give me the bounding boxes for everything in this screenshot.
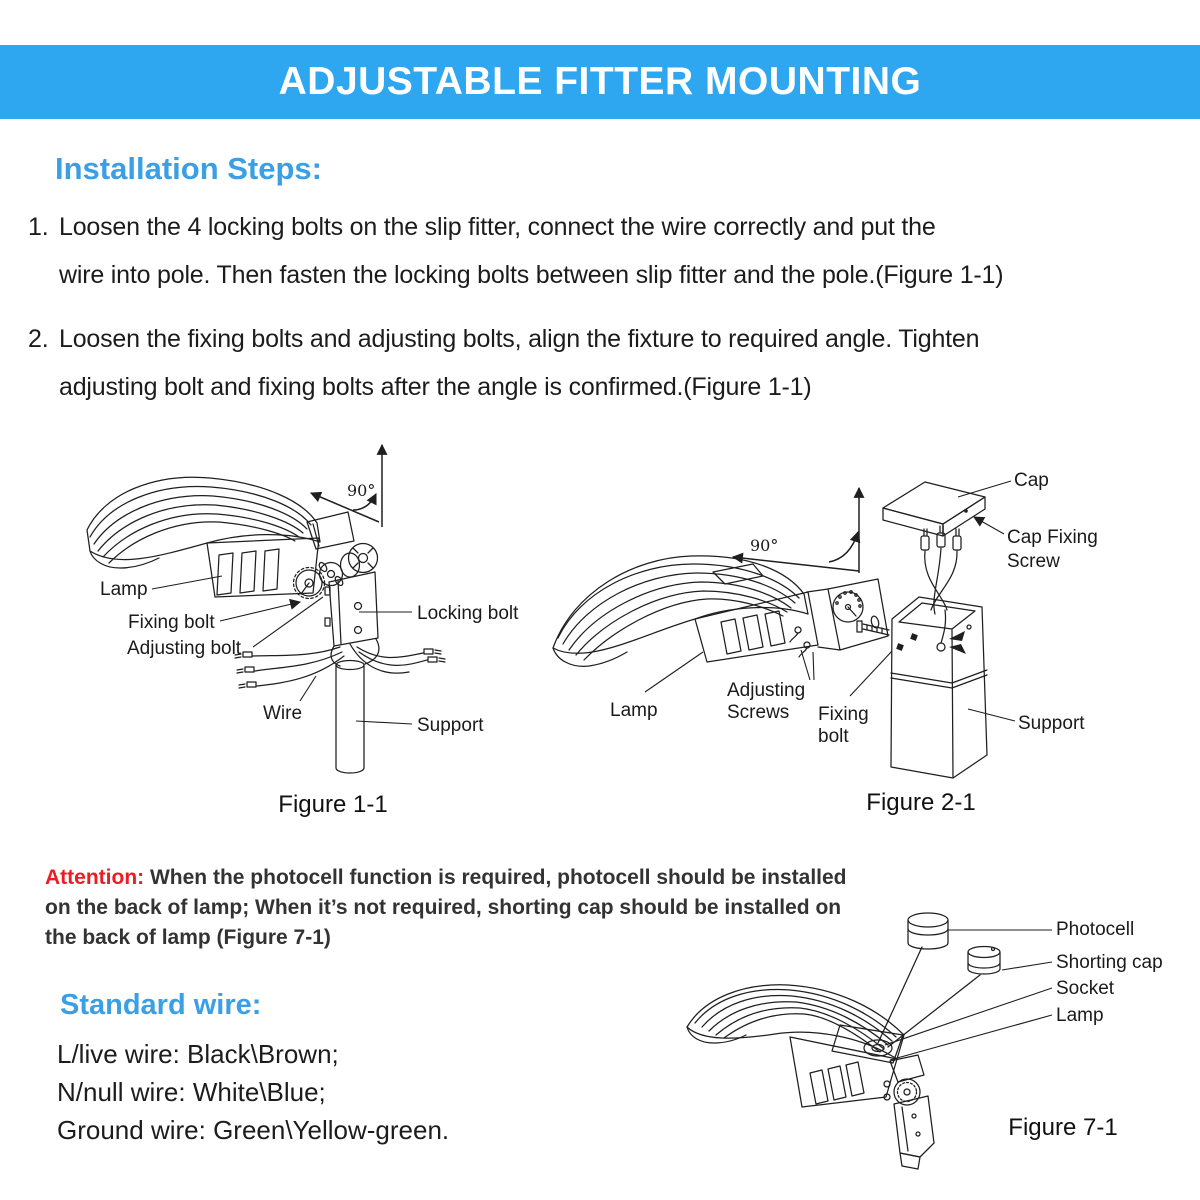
fig2-label-support: Support (1018, 713, 1085, 734)
fig7-label-lamp: Lamp (1056, 1005, 1104, 1026)
fig2-label-cap-fixing-screw-2: Screw (1007, 551, 1060, 572)
fig7-caption: Figure 7-1 (1008, 1114, 1118, 1141)
fig1-label-adjusting-bolt: Adjusting bolt (127, 638, 242, 659)
leader-lines (885, 930, 1052, 1060)
fig2-label-lamp: Lamp (610, 700, 658, 721)
adjusting-bracket (828, 579, 888, 650)
lamp-shade (87, 477, 320, 559)
wires (896, 526, 966, 654)
lamp-back-drawing (687, 913, 1000, 1169)
attention-line-3: the back of lamp (Figure 7-1) (45, 926, 331, 949)
installation-steps-heading: Installation Steps: (55, 151, 322, 186)
fig7-label-socket: Socket (1056, 978, 1115, 999)
fixing-bolt (857, 621, 889, 635)
fig2-label-fixing-bolt-2: bolt (818, 726, 849, 747)
support-box (891, 597, 987, 778)
attention-label: Attention: (45, 866, 145, 889)
fig1-caption: Figure 1-1 (278, 791, 388, 818)
step-2-line-2: adjusting bolt and fixing bolts after the angle is confirmed.(Figure 1-1) (59, 373, 812, 401)
ground-wire-line: Ground wire: Green\Yellow-green. (57, 1115, 450, 1145)
live-wire-line: L/live wire: Black\Brown; (57, 1039, 339, 1069)
fig1-label-locking-bolt: Locking bolt (417, 603, 519, 624)
fig1-label-fixing-bolt: Fixing bolt (128, 612, 215, 633)
fig2-label-cap-fixing-screw-1: Cap Fixing (1007, 527, 1098, 548)
support-pole (336, 661, 364, 670)
fig7-label-shorting-cap: Shorting cap (1056, 952, 1163, 973)
angle-90-label: 90° (347, 481, 376, 500)
angle-arrows (733, 488, 859, 573)
figure-7-1-diagram (650, 885, 1200, 1200)
adjusting-screws (790, 627, 810, 657)
fig1-label-lamp: Lamp (100, 579, 148, 600)
page-title: ADJUSTABLE FITTER MOUNTING (278, 60, 922, 103)
fig2-caption: Figure 2-1 (866, 789, 976, 816)
pole-cap (883, 482, 985, 536)
step-1-number: 1. (28, 213, 49, 241)
step-1-line-1: 1. Loosen the 4 locking bolts on the slip fitter, connect the wire correctly and put the (28, 213, 936, 241)
angle-90-label: 90° (750, 536, 779, 555)
step-2-number: 2. (28, 325, 49, 353)
shorting-cap (968, 947, 1000, 975)
figure-1-1-diagram (57, 425, 537, 825)
step-2-line-1: 2. Loosen the fixing bolts and adjusting bolts, align the fixture to required angle. Tighten (28, 325, 980, 353)
standard-wire-heading: Standard wire: (60, 989, 262, 1021)
angle-arrows (311, 445, 382, 527)
figure-2-1-diagram (545, 440, 1200, 825)
fig1-label-wire: Wire (263, 703, 303, 724)
fig2-label-adjusting-screws-1: Adjusting (727, 680, 806, 701)
mounting-arm (884, 1055, 934, 1169)
fig2-label-adjusting-screws-2: Screws (727, 702, 790, 723)
fig2-label-fixing-bolt-1: Fixing (818, 704, 869, 725)
fig7-label-photocell: Photocell (1056, 919, 1135, 940)
lamp-body (790, 1037, 897, 1107)
null-wire-line: N/null wire: White\Blue; (57, 1077, 326, 1107)
lamp-exploded-drawing (553, 482, 987, 778)
fig1-label-support: Support (417, 715, 484, 736)
fig2-label-cap: Cap (1014, 470, 1049, 491)
attention-line-2: on the back of lamp; When it’s not required, shorting cap should be installed on (45, 896, 842, 919)
photocell (908, 913, 948, 949)
title-banner (0, 45, 1200, 119)
step-1-line-2: wire into pole. Then fasten the locking bolts between slip fitter and the pole.(Figure 1-1) (59, 261, 1004, 289)
attention-line-1: Attention: When the photocell function is required, photocell should be installed (45, 866, 847, 889)
